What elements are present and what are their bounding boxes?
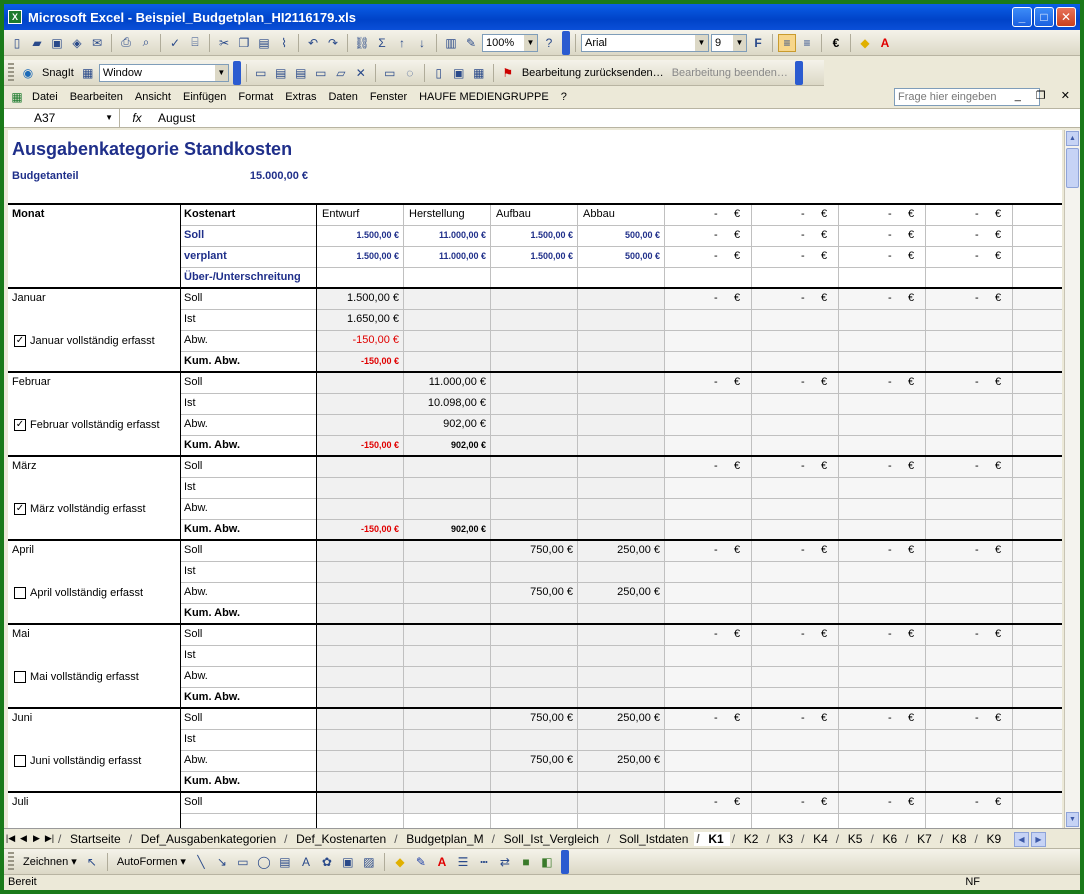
paste-icon[interactable]: ▤ (258, 35, 270, 50)
month-6-soll-dash-0[interactable]: - (714, 796, 718, 808)
month-0-soll-eur-0[interactable]: € (734, 292, 741, 304)
month-5-soll-eur-1[interactable]: € (821, 712, 828, 724)
summary-verplant-eur-1[interactable]: € (821, 250, 828, 262)
name-box[interactable]: A37 ▼ (4, 109, 120, 127)
snagit-toolbar-options[interactable] (233, 61, 241, 85)
email-icon[interactable]: ✉ (91, 35, 103, 50)
apr-abw-abbau[interactable]: 250,00 € (617, 586, 660, 598)
sheet-tab-soll_istdaten[interactable]: / Soll_Istdaten (605, 832, 694, 846)
feb-kum-entwurf[interactable]: -150,00 € (360, 440, 399, 450)
feb-ist-herstellung[interactable]: 10.098,00 € (427, 397, 486, 409)
sheet-tabs (56, 832, 1007, 846)
cut-icon[interactable]: ✂ (218, 35, 230, 50)
font-size-select[interactable]: 9 ▼ (711, 34, 747, 52)
month-5-soll-eur-2[interactable]: € (908, 712, 915, 724)
month-4-name[interactable]: Mai (12, 628, 30, 640)
header-kostenart[interactable]: Kostenart (184, 208, 236, 220)
month-3-label-kum[interactable]: Kum. Abw. (184, 607, 241, 619)
month-1-check-label: Februar vollständig erfasst (30, 419, 160, 431)
clipart-icon[interactable]: ▣ (342, 854, 354, 869)
budget-label[interactable]: Budgetanteil (12, 170, 79, 182)
month-5-checkbox[interactable] (14, 755, 26, 767)
month-0-name[interactable]: Januar (12, 292, 46, 304)
formula-bar (4, 108, 1080, 128)
minimize-button[interactable]: _ (1012, 7, 1032, 27)
summary-soll-label[interactable]: Soll (184, 229, 205, 241)
jun-soll-abbau[interactable]: 250,00 € (617, 712, 660, 724)
month-5-label-kum[interactable]: Kum. Abw. (184, 775, 241, 787)
close-button[interactable]: ✕ (1056, 7, 1076, 27)
help-icon[interactable]: ? (545, 35, 553, 50)
month-6-soll-eur-0[interactable]: € (734, 796, 741, 808)
header-monat[interactable]: Monat (12, 208, 45, 220)
summary-verplant-1[interactable]: 11.000,00 € (438, 251, 486, 261)
hyperlink-icon[interactable]: ⛓ (354, 35, 370, 50)
month-0-soll-dash-2[interactable]: - (888, 292, 892, 304)
review-icon-9[interactable]: ▯ (435, 65, 443, 80)
sheet-tab-k6[interactable]: / K6 (868, 832, 903, 846)
summary-soll-dash-0[interactable]: - (714, 229, 718, 241)
month-4-soll-dash-3[interactable]: - (975, 628, 979, 640)
month-2-soll-dash-2[interactable]: - (888, 460, 892, 472)
month-1-soll-eur-2[interactable]: € (908, 376, 915, 388)
line-color-icon[interactable]: ✎ (415, 854, 426, 869)
summary-soll-dash-1[interactable]: - (801, 229, 805, 241)
month-2-soll-eur-2[interactable]: € (908, 460, 915, 472)
sheet-tab-k3[interactable]: / K3 (764, 832, 799, 846)
review-icon-8[interactable]: ◌ (406, 65, 414, 80)
review-send-icon[interactable]: ⚑ (502, 65, 514, 80)
snagit-toolbar (4, 60, 824, 86)
rectangle-icon[interactable]: ▭ (237, 854, 249, 869)
worksheet-grid[interactable] (8, 130, 1062, 828)
menu-ansicht[interactable]: Ansicht (134, 91, 171, 103)
summary-verplant-dash-1[interactable]: - (801, 250, 805, 262)
summary-soll-0[interactable]: 1.500,00 € (356, 230, 399, 240)
drawing-toolbar (4, 848, 1080, 874)
sheet-tab-k7[interactable]: / K7 (903, 832, 938, 846)
summary-soll-dash-3[interactable]: - (975, 229, 979, 241)
new-file-icon[interactable]: ▯ (13, 35, 21, 50)
budget-value[interactable]: 15.000,00 € (249, 170, 308, 182)
tab-prev-icon[interactable]: ◀ (20, 833, 27, 843)
zoom-select[interactable]: 100% ▼ (482, 34, 538, 52)
month-0-check-label: Januar vollständig erfasst (30, 335, 155, 347)
sheet-tab-k8[interactable]: / K8 (938, 832, 973, 846)
month-3-soll-eur-1[interactable]: € (821, 544, 828, 556)
jun-abw-abbau[interactable]: 250,00 € (617, 754, 660, 766)
month-4-soll-eur-1[interactable]: € (821, 628, 828, 640)
summary-ueber-label[interactable]: Über-/Unterschreitung (184, 271, 301, 283)
jan-kum-entwurf[interactable]: -150,00 € (360, 356, 399, 366)
month-3-soll-dash-3[interactable]: - (975, 544, 979, 556)
summary-soll-eur-3[interactable]: € (995, 229, 1002, 241)
month-5-soll-dash-0[interactable]: - (714, 712, 718, 724)
month-5-soll-dash-3[interactable]: - (975, 712, 979, 724)
mar-kum-entwurf[interactable]: -150,00 € (360, 524, 399, 534)
menu-bar (4, 86, 1080, 108)
sheet-tab-k1[interactable]: / K1 (694, 832, 729, 846)
draw-menu-button[interactable]: Zeichnen ▾ (23, 856, 77, 868)
review-send-button[interactable]: Bearbeitung zurücksenden… (521, 66, 664, 79)
month-4-label-ist[interactable]: Ist (184, 649, 196, 661)
line-icon[interactable]: ╲ (197, 854, 205, 869)
menu-fenster[interactable]: Fenster (369, 91, 408, 103)
month-5-soll-dash-2[interactable]: - (888, 712, 892, 724)
month-3-soll-eur-0[interactable]: € (734, 544, 741, 556)
month-5-label-abw[interactable]: Abw. (184, 754, 208, 766)
month-5-soll-dash-1[interactable]: - (801, 712, 805, 724)
month-3-soll-dash-0[interactable]: - (714, 544, 718, 556)
spelling-icon[interactable]: ✓ (169, 35, 181, 50)
scroll-up-button[interactable]: ▲ (1066, 131, 1079, 146)
line-style-icon[interactable]: ☰ (457, 854, 469, 869)
menu-haufe[interactable]: HAUFE MEDIENGRUPPE (419, 91, 549, 103)
month-1-soll-eur-1[interactable]: € (821, 376, 828, 388)
sheet-tab-bar (4, 828, 1080, 848)
month-0-label-kum[interactable]: Kum. Abw. (184, 355, 241, 367)
format-painter-icon[interactable]: ⌇ (281, 35, 287, 50)
month-2-label-soll[interactable]: Soll (184, 460, 203, 472)
status-text: Bereit (8, 876, 37, 888)
sheet-tab-soll_ist_vergleich[interactable]: / Soll_Ist_Vergleich (490, 832, 605, 846)
header-dash-0[interactable]: - (714, 208, 718, 220)
month-4-label-abw[interactable]: Abw. (184, 670, 208, 682)
summary-verplant-eur-0[interactable]: € (734, 250, 741, 262)
open-folder-icon[interactable]: ▰ (32, 35, 42, 50)
review-icon-2[interactable]: ▤ (275, 65, 287, 80)
month-1-name[interactable]: Februar (12, 376, 51, 388)
header-eur-3[interactable]: € (995, 208, 1002, 220)
month-1-label-ist[interactable]: Ist (184, 397, 196, 409)
select-pointer-icon[interactable]: ↖ (86, 854, 97, 869)
sheet-tab-def_ausgabenkategorien[interactable]: / Def_Ausgabenkategorien (127, 832, 282, 846)
month-5-check-label: Juni vollständig erfasst (30, 755, 142, 767)
excel-window (4, 4, 1080, 890)
review-icon-3[interactable]: ▤ (295, 65, 307, 80)
month-1-soll-dash-0[interactable]: - (714, 376, 718, 388)
month-4-soll-eur-0[interactable]: € (734, 628, 741, 640)
summary-soll-eur-2[interactable]: € (908, 229, 915, 241)
month-5-soll-eur-0[interactable]: € (734, 712, 741, 724)
month-0-soll-dash-3[interactable]: - (975, 292, 979, 304)
jan-ist-entwurf[interactable]: 1.650,00 € (347, 313, 399, 325)
summary-verplant-eur-2[interactable]: € (908, 250, 915, 262)
month-3-checkbox[interactable] (14, 587, 26, 599)
month-2-soll-dash-1[interactable]: - (801, 460, 805, 472)
month-1-checkbox[interactable]: ✓ (15, 419, 25, 430)
review-toolbar-options[interactable] (795, 61, 803, 85)
month-2-label-abw[interactable]: Abw. (184, 502, 208, 514)
month-1-soll-dash-2[interactable]: - (888, 376, 892, 388)
month-6-soll-dash-2[interactable]: - (888, 796, 892, 808)
month-1-soll-eur-3[interactable]: € (995, 376, 1002, 388)
month-4-soll-dash-1[interactable]: - (801, 628, 805, 640)
draw-fill-color-icon[interactable]: ◆ (395, 854, 405, 869)
month-4-soll-dash-2[interactable]: - (888, 628, 892, 640)
month-4-soll-eur-3[interactable]: € (995, 628, 1002, 640)
month-0-label-ist[interactable]: Ist (184, 313, 196, 325)
tab-next-icon[interactable]: ▶ (33, 833, 40, 843)
horizontal-scroll[interactable] (1014, 832, 1064, 847)
month-4-label-kum[interactable]: Kum. Abw. (184, 691, 241, 703)
header-eur-1[interactable]: € (821, 208, 828, 220)
month-1-soll-dash-3[interactable]: - (975, 376, 979, 388)
apr-abw-aufbau[interactable]: 750,00 € (530, 586, 573, 598)
menu-help[interactable]: ? (560, 91, 567, 103)
menu-daten[interactable]: Daten (328, 91, 358, 103)
summary-soll-3[interactable]: 500,00 € (624, 230, 660, 240)
header-col-0[interactable]: Entwurf (322, 208, 360, 220)
month-3-soll-eur-2[interactable]: € (908, 544, 915, 556)
month-0-soll-dash-0[interactable]: - (714, 292, 718, 304)
help-search-input[interactable]: Frage hier eingeben (894, 88, 1040, 106)
sheet-tab-def_kostenarten[interactable]: / Def_Kostenarten (282, 832, 392, 846)
chart-wizard-icon[interactable]: ▥ (445, 35, 457, 50)
feb-abw-herstellung[interactable]: 902,00 € (443, 418, 486, 430)
print-preview-icon[interactable]: ⌕ (142, 35, 150, 49)
sheet-tab-k9[interactable]: / K9 (973, 832, 1008, 846)
month-3-soll-dash-1[interactable]: - (801, 544, 805, 556)
arrow-style-icon[interactable]: ⇄ (499, 854, 510, 869)
month-5-label-ist[interactable]: Ist (184, 733, 196, 745)
permission-icon[interactable]: ◈ (72, 35, 82, 50)
scroll-down-button[interactable]: ▼ (1066, 812, 1079, 827)
sheet-tab-budgetplan_m[interactable]: / Budgetplan_M (392, 832, 489, 846)
draw-font-color-icon[interactable]: A (437, 854, 447, 869)
month-1-soll-dash-1[interactable]: - (801, 376, 805, 388)
month-0-checkbox[interactable]: ✓ (15, 335, 25, 346)
summary-soll-eur-0[interactable]: € (734, 229, 741, 241)
month-2-label-kum[interactable]: Kum. Abw. (184, 523, 241, 535)
month-0-soll-dash-1[interactable]: - (801, 292, 805, 304)
month-1-label-soll[interactable]: Soll (184, 376, 203, 388)
formula-input[interactable]: August (158, 111, 196, 125)
font-select[interactable]: Arial ▼ (581, 34, 709, 52)
header-eur-0[interactable]: € (734, 208, 741, 220)
save-icon[interactable]: ▣ (51, 35, 63, 50)
header-dash-3[interactable]: - (975, 208, 979, 220)
euro-icon[interactable]: € (832, 35, 840, 50)
drawing-toolbar-options[interactable] (561, 850, 569, 874)
header-dash-1[interactable]: - (801, 208, 805, 220)
diagram-icon[interactable]: ✿ (321, 854, 332, 869)
menu-extras[interactable]: Extras (285, 91, 317, 103)
autoshapes-button[interactable]: AutoFormen ▾ (116, 856, 186, 868)
menu-datei[interactable]: Datei (32, 91, 58, 103)
window-title: Microsoft Excel - Beispiel_Budgetplan_HI2116179.xls (28, 9, 357, 25)
summary-soll-1[interactable]: 11.000,00 € (438, 230, 486, 240)
month-6-label-soll[interactable]: Soll (184, 796, 203, 808)
header-eur-2[interactable]: € (908, 208, 915, 220)
sheet-tab-startseite[interactable]: / Startseite (56, 832, 127, 846)
wordart-icon[interactable]: A (301, 854, 310, 869)
feb-kum-herstellung[interactable]: 902,00 € (450, 440, 486, 450)
mar-kum-herstellung[interactable]: 902,00 € (450, 524, 486, 534)
excel-app-icon[interactable]: X (8, 10, 22, 24)
review-icon-5[interactable]: ▱ (336, 65, 346, 80)
month-5-name[interactable]: Juni (12, 712, 33, 724)
font-color-icon[interactable]: A (880, 35, 890, 50)
header-dash-2[interactable]: - (888, 208, 892, 220)
month-3-soll-eur-3[interactable]: € (995, 544, 1002, 556)
month-6-name[interactable]: Juli (12, 796, 29, 808)
summary-verplant-dash-3[interactable]: - (975, 250, 979, 262)
month-6-soll-dash-1[interactable]: - (801, 796, 805, 808)
toolbar-options-handle[interactable] (562, 31, 570, 55)
month-0-label-abw[interactable]: Abw. (184, 334, 208, 346)
fill-color-icon[interactable]: ◆ (860, 35, 870, 50)
month-2-soll-dash-3[interactable]: - (975, 460, 979, 472)
sheet-tab-k2[interactable]: / K2 (730, 832, 765, 846)
month-3-label-soll[interactable]: Soll (184, 544, 203, 556)
jun-abw-aufbau[interactable]: 750,00 € (530, 754, 573, 766)
jan-abw-entwurf[interactable]: -150,00 € (352, 334, 399, 346)
month-4-checkbox[interactable] (14, 671, 26, 683)
review-icon-6[interactable]: ✕ (355, 65, 366, 80)
month-2-label-ist[interactable]: Ist (184, 481, 196, 493)
month-4-check-label: Mai vollständig erfasst (30, 671, 139, 683)
month-1-soll-eur-0[interactable]: € (734, 376, 741, 388)
research-icon[interactable]: ⌸ (191, 35, 199, 49)
month-4-soll-dash-0[interactable]: - (714, 628, 718, 640)
summary-soll-eur-1[interactable]: € (821, 229, 828, 241)
month-2-soll-eur-3[interactable]: € (995, 460, 1002, 472)
tab-first-icon[interactable]: |◀ (5, 833, 16, 843)
header-col-1[interactable]: Herstellung (409, 208, 465, 220)
standard-toolbar (4, 30, 1080, 56)
review-end-button[interactable]: Bearbeitung beenden… (671, 66, 788, 79)
3d-icon[interactable]: ◧ (541, 854, 553, 869)
review-icon-7[interactable]: ▭ (384, 65, 396, 80)
capture-mode-select[interactable]: Window ▼ (99, 64, 229, 82)
month-5-soll-eur-3[interactable]: € (995, 712, 1002, 724)
month-5-label-soll[interactable]: Soll (184, 712, 203, 724)
month-3-check-label: April vollständig erfasst (30, 587, 144, 599)
bold-icon[interactable]: F (754, 35, 762, 50)
jun-soll-aufbau[interactable]: 750,00 € (530, 712, 573, 724)
summary-verplant-0[interactable]: 1.500,00 € (356, 251, 399, 261)
month-0-soll-eur-2[interactable]: € (908, 292, 915, 304)
apr-soll-aufbau[interactable]: 750,00 € (530, 544, 573, 556)
summary-soll-2[interactable]: 1.500,00 € (530, 230, 573, 240)
align-left-icon[interactable]: ≡ (778, 34, 796, 52)
month-2-soll-dash-0[interactable]: - (714, 460, 718, 472)
header-col-3[interactable]: Abbau (583, 208, 615, 220)
menu-einfuegen[interactable]: Einfügen (182, 91, 227, 103)
month-6-soll-dash-3[interactable]: - (975, 796, 979, 808)
month-3-label-abw[interactable]: Abw. (184, 586, 208, 598)
fx-icon[interactable]: fx (132, 111, 142, 125)
month-0-soll-eur-1[interactable]: € (821, 292, 828, 304)
drawing-icon[interactable]: ✎ (465, 35, 477, 50)
hscroll-right-button[interactable]: ▶ (1031, 832, 1046, 847)
month-2-soll-eur-1[interactable]: € (821, 460, 828, 472)
month-4-soll-eur-2[interactable]: € (908, 628, 915, 640)
snagit-button[interactable]: SnagIt (42, 66, 74, 79)
month-3-label-ist[interactable]: Ist (184, 565, 196, 577)
month-3-name[interactable]: April (12, 544, 35, 556)
summary-verplant-2[interactable]: 1.500,00 € (530, 251, 573, 261)
sheet-tab-k4[interactable]: / K4 (799, 832, 834, 846)
summary-soll-dash-2[interactable]: - (888, 229, 892, 241)
arrow-icon[interactable]: ↘ (216, 854, 227, 869)
summary-verplant-dash-0[interactable]: - (714, 250, 718, 262)
sheet-title[interactable]: Ausgabenkategorie Standkosten (12, 139, 293, 159)
redo-icon[interactable]: ↷ (327, 35, 339, 50)
review-icon-10[interactable]: ▣ (453, 65, 465, 80)
copy-icon[interactable]: ❐ (238, 35, 250, 50)
print-icon[interactable]: ⎙ (121, 35, 131, 49)
month-2-soll-eur-0[interactable]: € (734, 460, 741, 472)
review-icon-11[interactable]: ▦ (473, 65, 485, 80)
month-2-name[interactable]: März (12, 460, 37, 472)
month-1-label-kum[interactable]: Kum. Abw. (184, 439, 241, 451)
month-2-check-label: März vollständig erfasst (30, 503, 146, 515)
summary-verplant-eur-3[interactable]: € (995, 250, 1002, 262)
oval-icon[interactable]: ◯ (257, 854, 271, 869)
maximize-button[interactable]: □ (1034, 7, 1054, 27)
month-0-label-soll[interactable]: Soll (184, 292, 203, 304)
month-6-soll-eur-1[interactable]: € (821, 796, 828, 808)
snagit-icon: ◉ (22, 65, 34, 80)
align-justify-icon[interactable]: ≡ (803, 35, 811, 50)
summary-verplant-label[interactable]: verplant (184, 250, 227, 262)
sort-asc-icon[interactable]: ↑ (399, 35, 405, 50)
header-col-2[interactable]: Aufbau (496, 208, 531, 220)
month-0-soll-eur-3[interactable]: € (995, 292, 1002, 304)
menu-bearbeiten[interactable]: Bearbeiten (69, 91, 123, 103)
month-2-checkbox[interactable]: ✓ (15, 503, 25, 514)
vertical-scrollbar[interactable] (1064, 130, 1080, 828)
month-3-soll-dash-2[interactable]: - (888, 544, 892, 556)
month-6-soll-eur-3[interactable]: € (995, 796, 1002, 808)
picture-icon[interactable]: ▨ (363, 854, 375, 869)
sheet-tab-k5[interactable]: / K5 (834, 832, 869, 846)
menu-format[interactable]: Format (238, 91, 274, 103)
undo-icon[interactable]: ↶ (307, 35, 319, 50)
workbook-icon[interactable]: ▦ (11, 90, 23, 104)
summary-verplant-3[interactable]: 500,00 € (624, 251, 660, 261)
tab-last-icon[interactable]: ▶| (44, 833, 55, 843)
num-lock-indicator: NF (965, 876, 980, 888)
feb-soll-herstellung[interactable]: 11.000,00 € (428, 376, 486, 388)
status-bar (4, 874, 1080, 890)
autosum-icon[interactable]: Σ (378, 35, 386, 50)
scroll-thumb[interactable] (1066, 148, 1079, 188)
month-6-soll-eur-2[interactable]: € (908, 796, 915, 808)
snagit-settings-icon[interactable]: ▦ (82, 65, 94, 80)
apr-soll-abbau[interactable]: 250,00 € (617, 544, 660, 556)
summary-verplant-dash-2[interactable]: - (888, 250, 892, 262)
review-icon-4[interactable]: ▭ (315, 65, 327, 80)
sort-desc-icon[interactable]: ↓ (419, 35, 425, 50)
workbook-window-controls[interactable]: _ ❐ ✕ (1014, 90, 1076, 102)
shadow-icon[interactable]: ■ (522, 854, 530, 869)
hscroll-left-button[interactable]: ◀ (1014, 832, 1029, 847)
review-icon-1[interactable]: ▭ (255, 65, 267, 80)
textbox-icon[interactable]: ▤ (279, 854, 291, 869)
jan-soll-entwurf[interactable]: 1.500,00 € (347, 292, 399, 304)
month-4-label-soll[interactable]: Soll (184, 628, 203, 640)
dash-style-icon[interactable]: ┅ (480, 854, 488, 869)
title-bar (4, 4, 1080, 30)
month-1-label-abw[interactable]: Abw. (184, 418, 208, 430)
